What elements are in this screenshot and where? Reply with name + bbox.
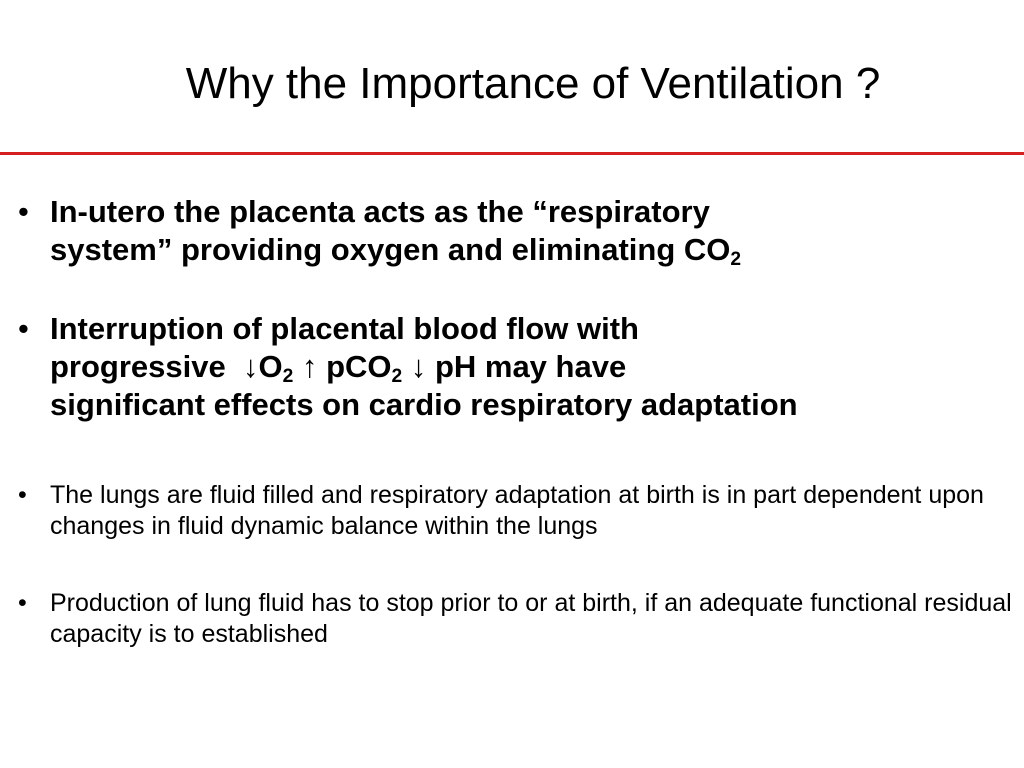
bullet-lung-fluid-production xyxy=(18,588,1018,650)
bullet-marker: • xyxy=(18,589,27,617)
subscript: 2 xyxy=(391,365,403,387)
bullet-text xyxy=(50,193,1018,269)
bullet-text: Production of lung fluid has to stop prior to or at birth, if an adequate functional residual capacity is to established xyxy=(50,589,1012,648)
subscript: 2 xyxy=(282,365,294,387)
title-divider xyxy=(0,152,1024,155)
arrow-down-icon: ↓ xyxy=(410,349,427,384)
arrow-down-icon: ↓ xyxy=(243,349,259,384)
arrow-up-icon: ↑ xyxy=(301,349,318,384)
bullet-interruption xyxy=(18,310,1018,424)
bullet-text xyxy=(50,310,1018,424)
bullet-line: In-utero the placenta acts as the “respiratory xyxy=(50,194,710,229)
bullet-marker: • xyxy=(18,481,27,509)
bullet-lungs-fluid xyxy=(18,480,1018,542)
bullet-line: progressive $↓O_2$ ↑ pCO$_2$ ↓ pH may have xyxy=(50,349,627,387)
subscript: 2 xyxy=(730,248,742,270)
bullet-placenta xyxy=(18,193,1018,269)
bullet-line: system” providing oxygen and eliminating $CO_2$ xyxy=(50,232,742,270)
bullet-line: Interruption of placental blood flow with xyxy=(50,311,639,346)
bullet-marker: • xyxy=(18,311,29,346)
bullet-line: significant effects on cardio respiratory adaptation xyxy=(50,387,798,422)
bullet-marker: • xyxy=(18,194,29,229)
bullet-text: The lungs are fluid filled and respiratory adaptation at birth is in part dependent upon changes in fluid dynamic balance within the lungs xyxy=(50,481,984,540)
slide-title: Why the Importance of Ventilation ? xyxy=(185,59,881,108)
